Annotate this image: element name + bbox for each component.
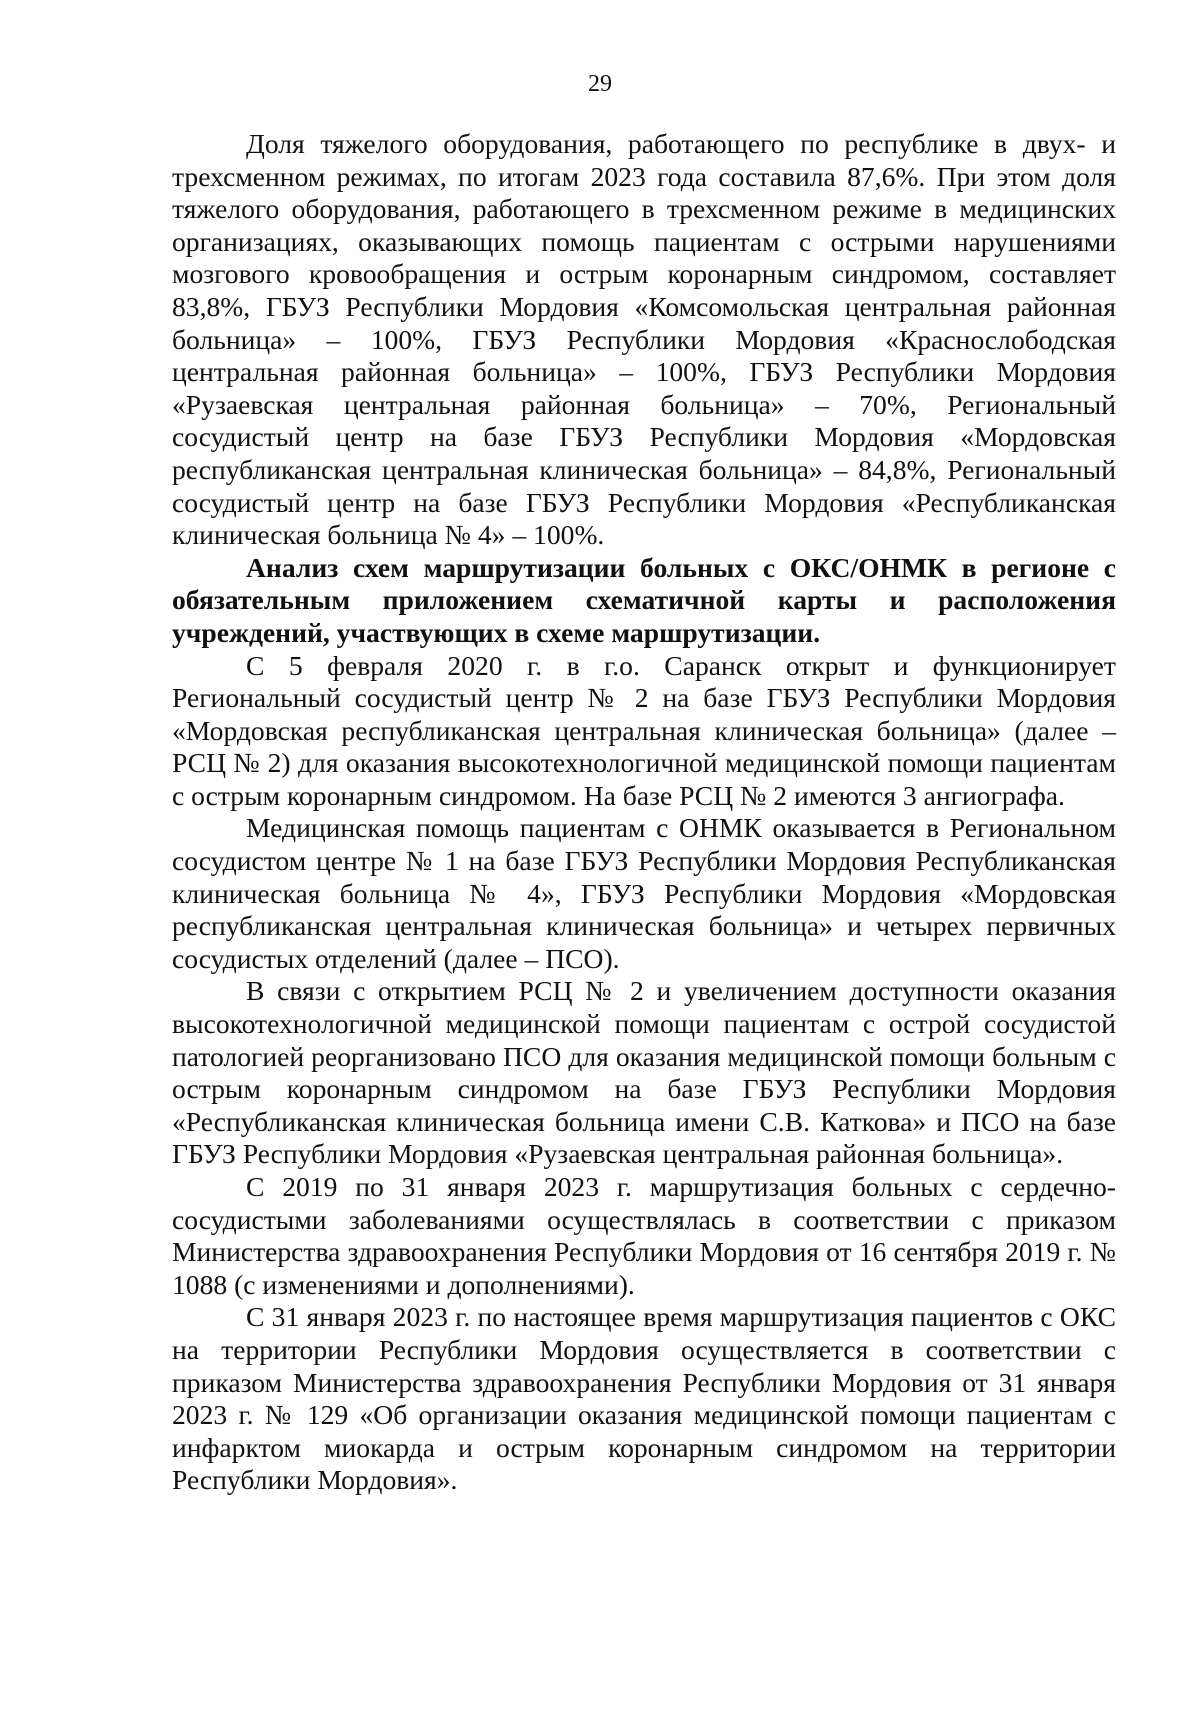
paragraph-routing-2019: С 2019 по 31 января 2023 г. маршрутизация больных с сердечно-сосудистыми заболеваниями осуществлялась в соответствии с приказом Министерства здравоохранения Республики Мордовия от 16 сентября 2019 г. № 1088 (с изменениями и дополнениями).	[172, 1171, 1116, 1300]
paragraph-reorganization: В связи с открытием РСЦ № 2 и увеличением доступности оказания высокотехнологичной медицинской помощи пациентам с острой сосудистой патологией реорганизовано ПСО для оказания медицинской помощи больным с острым коронарным синдромом на базе ГБУЗ Республики Мордовия «Республиканская клиническая больница имени С.В. Каткова» и ПСО на базе ГБУЗ Республики Мордовия «Рузаевская центральная районная больница».	[172, 975, 1116, 1170]
document-body	[172, 128, 1116, 1497]
page-number: 29	[588, 71, 612, 97]
paragraph-equipment-share: Доля тяжелого оборудования, работающего по республике в двух- и трехсменном режимах, по итогам 2023 года составила 87,6%. При этом доля тяжелого оборудования, работающего в трехсменном режиме в медицинских организациях, оказывающих помощь пациентам с острыми нарушениями мозгового кровообращения и острым коронарным синдромом, составляет 83,8%, ГБУЗ Республики Мордовия «Комсомольская центральная районная больница» – 100%, ГБУЗ Республики Мордовия «Краснослободская центральная районная больница» – 100%, ГБУЗ Республики Мордовия «Рузаевская центральная районная больница» – 70%, Региональный сосудистый центр на базе ГБУЗ Республики Мордовия «Мордовская республиканская центральная клиническая больница» – 84,8%, Региональный сосудистый центр на базе ГБУЗ Республики Мордовия «Республиканская клиническая больница № 4» – 100%.	[172, 128, 1116, 551]
paragraph-onmk-care: Медицинская помощь пациентам с ОНМК оказывается в Региональном сосудистом центре № 1 на базе ГБУЗ Республики Мордовия Республиканская клиническая больница № 4», ГБУЗ Республики Мордовия «Мордовская республиканская центральная клиническая больница» и четырех первичных сосудистых отделений (далее – ПСО).	[172, 812, 1116, 974]
paragraph-routing-2023: С 31 января 2023 г. по настоящее время маршрутизация пациентов с ОКС на территории Республики Мордовия осуществляется в соответствии с приказом Министерства здравоохранения Республики Мордовия от 31 января 2023 г. № 129 «Об организации оказания медицинской помощи пациентам с инфарктом миокарда и острым коронарным синдромом на территории Республики Мордовия».	[172, 1301, 1116, 1496]
paragraph-rsc-2: С 5 февраля 2020 г. в г.о. Саранск открыт и функционирует Региональный сосудистый центр № 2 на базе ГБУЗ Республики Мордовия «Мордовская республиканская центральная клиническая больница» (далее – РСЦ № 2) для оказания высокотехнологичной медицинской помощи пациентам с острым коронарным синдромом. На базе РСЦ № 2 имеются 3 ангиографа.	[172, 649, 1116, 811]
section-heading: Анализ схем маршрутизации больных с ОКС/ОНМК в регионе с обязательным приложением схематичной карты и расположения учреждений, участвующих в схеме маршрутизации.	[172, 551, 1116, 648]
